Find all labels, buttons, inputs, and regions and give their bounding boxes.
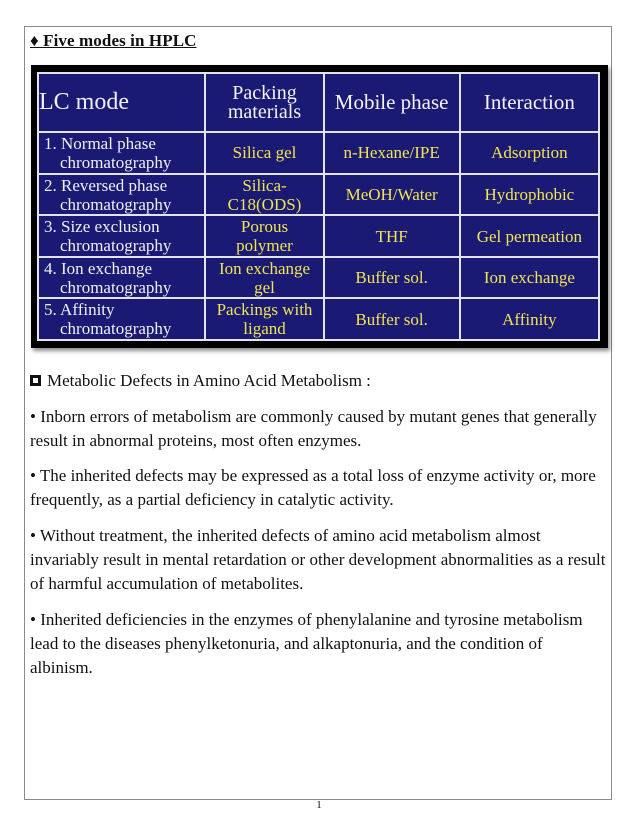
- packing-cell: Porous polymer: [205, 215, 323, 257]
- interaction-cell: Affinity: [460, 298, 599, 340]
- paragraph: • The inherited defects may be expressed as a total loss of enzyme activity or, more frequently, as a partial deficiency in catalytic activity.: [30, 466, 596, 509]
- interaction-cell: Adsorption: [460, 132, 599, 174]
- mode-cell: 1. Normal phase chromatography: [38, 132, 205, 174]
- hplc-modes-slide: [31, 65, 608, 348]
- mode-cell: 3. Size exclusion chromatography: [38, 215, 205, 257]
- mobile-cell: n-Hexane/IPE: [324, 132, 460, 174]
- page-number: 1: [316, 799, 322, 811]
- table-row: [38, 257, 599, 299]
- paragraph: • Without treatment, the inherited defects of amino acid metabolism almost invariably result in mental retardation or other development abnormalities as a result of harmful accumulation of metabolites.: [30, 526, 606, 593]
- table-header-row: [38, 73, 599, 132]
- mode-cell: 4. Ion exchange chromatography: [38, 257, 205, 299]
- mobile-cell: MeOH/Water: [324, 174, 460, 216]
- table-row: [38, 298, 599, 340]
- hplc-modes-table: [37, 72, 600, 341]
- paragraph: • Inherited deficiencies in the enzymes of phenylalanine and tyrosine metabolism lead to the diseases phenylketonuria, and alkaptonuria, and the condition of albinism.: [30, 610, 583, 677]
- paragraph: • Inborn errors of metabolism are commonly caused by mutant genes that generally result in abnormal proteins, most often enzymes.: [30, 407, 597, 450]
- interaction-cell: Gel permeation: [460, 215, 599, 257]
- header-mobile-phase: Mobile phase: [324, 73, 460, 132]
- interaction-cell: Hydrophobic: [460, 174, 599, 216]
- packing-cell: Packings with ligand: [205, 298, 323, 340]
- header-interaction: Interaction: [460, 73, 599, 132]
- mode-cell: 5. Affinity chromatography: [38, 298, 205, 340]
- header-packing-line1: Packing: [232, 81, 297, 104]
- mode-cell: 2. Reversed phase chromatography: [38, 174, 205, 216]
- header-lc-mode: LC mode: [38, 73, 205, 132]
- table-row: [38, 174, 599, 216]
- square-bullet-icon: [30, 375, 41, 386]
- header-packing-line2: materials: [227, 100, 302, 123]
- table-row: [38, 215, 599, 257]
- section-title-text: Metabolic Defects in Amino Acid Metabolism :: [47, 371, 371, 390]
- packing-cell: Silica- C18(ODS): [205, 174, 323, 216]
- section-title: [30, 371, 371, 391]
- packing-cell: Ion exchange gel: [205, 257, 323, 299]
- mobile-cell: THF: [324, 215, 460, 257]
- table-row: [38, 132, 599, 174]
- mobile-cell: Buffer sol.: [324, 298, 460, 340]
- interaction-cell: Ion exchange: [460, 257, 599, 299]
- mobile-cell: Buffer sol.: [324, 257, 460, 299]
- packing-cell: Silica gel: [205, 132, 323, 174]
- page-heading: ♦ Five modes in HPLC: [30, 31, 197, 50]
- header-packing-materials: [205, 73, 323, 132]
